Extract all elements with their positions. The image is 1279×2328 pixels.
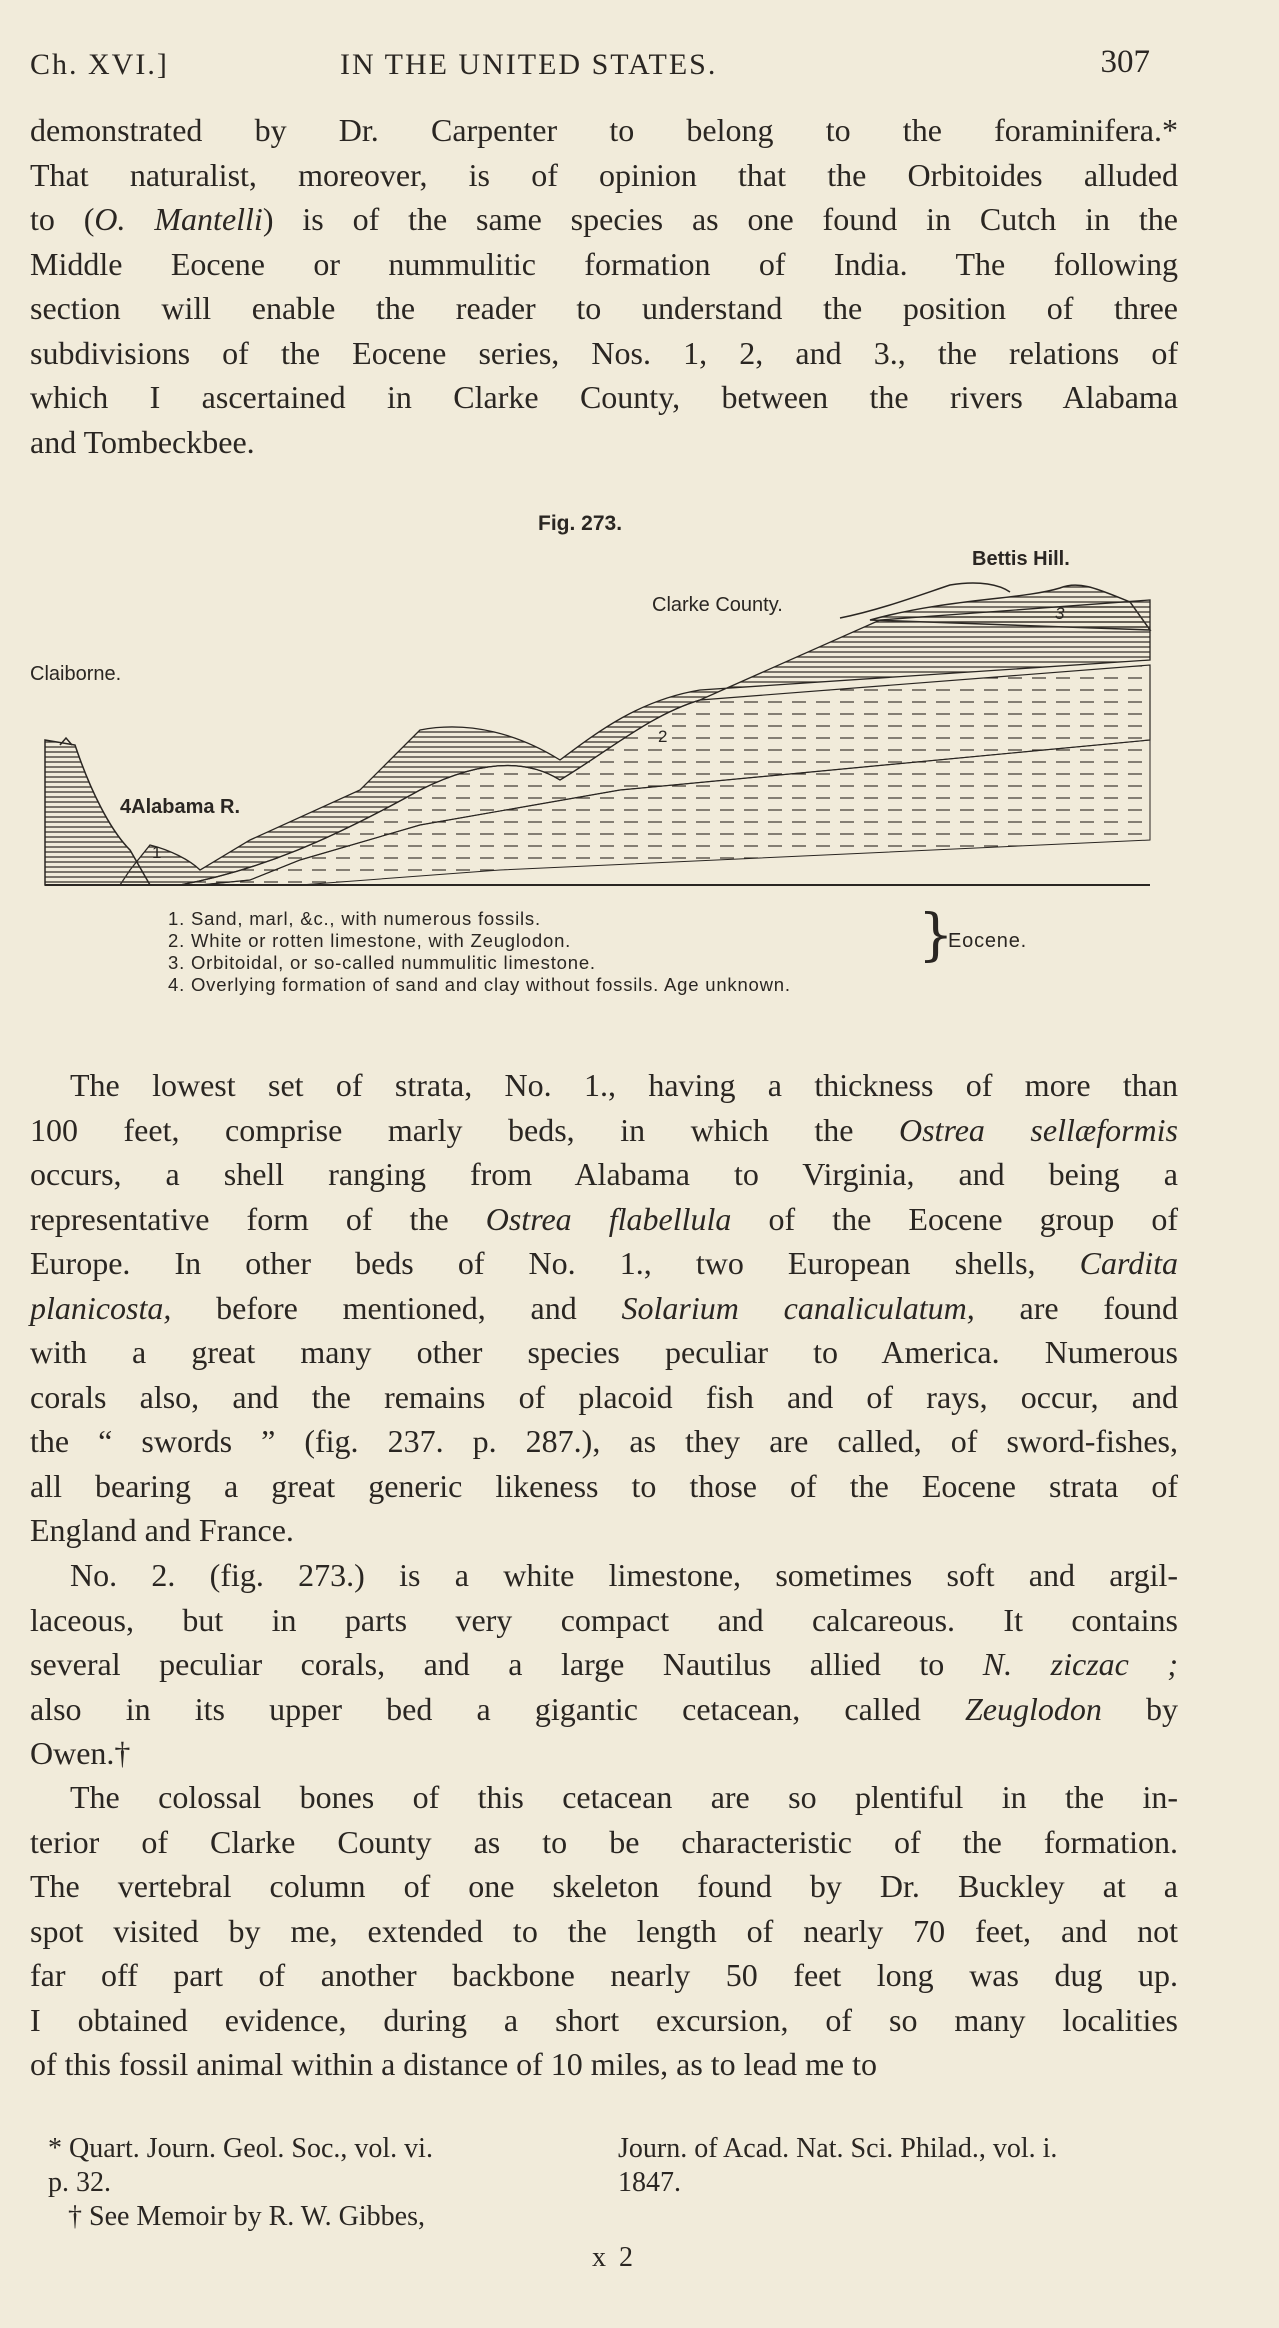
text-line: Europe. In other beds of No. 1., two European shells, Cardita [30,1245,1178,1281]
figure-legend [168,903,1068,996]
layer-number-2: 2 [658,727,668,746]
paragraph-no2-limestone [30,1553,1178,1776]
text-line: also in its upper bed a gigantic cetacean, called Zeuglodon by [30,1690,1179,1727]
text-line: of this fossil animal within a distance of 10 miles, as to lead me to [30,2046,877,2082]
italic-term: Ostrea sellæformis [898,1111,1179,1148]
text-line: the “ swords ” (fig. 237. p. 287.), as they are called, of sword-fishes, [30,1423,1178,1459]
legend-group-eocene: Eocene. [948,930,1027,952]
text-line: The lowest set of strata, No. 1., having a thickness of more than [70,1067,1178,1103]
text-line: and Tombeckbee. [30,423,255,460]
footnote-1a-cont: p. 32. [48,2167,111,2198]
text-line: The vertebral column of one skeleton found by Dr. Buckley at a [30,1868,1178,1904]
legend-item-4: 4. Overlying formation of sand and clay without fossils. Age unknown. [168,974,791,995]
text-line: 100 feet, comprise marly beds, in which the Ostrea sellæformis [30,1111,1179,1148]
italic-term: N. ziczac ; [982,1646,1179,1682]
legend-item-2: 2. White or rotten limestone, with Zeuglodon. [168,930,572,951]
geological-section-diagram [0,540,1279,900]
label-alabama-river: 4Alabama R. [120,796,241,818]
text-line: I obtained evidence, during a short excursion, of so many localities [30,2001,1178,2038]
footnote-2: † See Memoir by R. W. Gibbes, [68,2201,425,2232]
text-line: section will enable the reader to understand the position of three [30,290,1178,326]
text-line: terior of Clarke County as to be characteristic of the formation. [30,1823,1178,1860]
text-line: representative form of the Ostrea flabellula of the Eocene group of [30,1200,1179,1237]
footnotes [48,2132,1178,2234]
paragraph-colossal-bones [30,1775,1178,2087]
footnote-1b: Journ. of Acad. Nat. Sci. Philad., vol. i. [618,2133,1058,2164]
italic-term: Zeuglodon [964,1690,1102,1727]
text-line: demonstrated by Dr. Carpenter to belong to the foraminifera.* [30,112,1178,148]
italic-term: planicosta, [30,1289,172,1326]
text-line: spot visited by me, extended to the length of nearly 70 feet, and not [30,1912,1178,1949]
text-line: Owen.† [30,1735,131,1771]
italic-term: Cardita [1079,1245,1178,1281]
text-line: corals also, and the remains of placoid fish and of rays, occur, and [30,1378,1178,1415]
text-line: all bearing a great generic likeness to those of the Eocene strata of [30,1467,1178,1504]
label-claiborne: Claiborne. [30,663,122,685]
text-line: far off part of another backbone nearly 50 feet long was dug up. [30,1957,1178,1993]
text-line: The colossal bones of this cetacean are so plentiful in the in- [70,1779,1178,1815]
layer-number-1: 1 [152,843,162,862]
text-line: laceous, but in parts very compact and calcareous. It contains [30,1601,1178,1638]
text-line: No. 2. (fig. 273.) is a white limestone, sometimes soft and argil- [70,1557,1178,1593]
label-clarke-county: Clarke County. [652,594,783,616]
text-line: That naturalist, moreover, is of opinion that the Orbitoides alluded [30,156,1178,193]
paragraph-intro [30,108,1178,464]
footnote-1b-cont: 1847. [618,2167,681,2198]
footnote-1a: * Quart. Journ. Geol. Soc., vol. vi. [48,2133,433,2164]
text-line: to (O. Mantelli) is of the same species as one found in Cutch in the [30,201,1179,237]
italic-term: Solarium canaliculatum, [621,1289,975,1326]
label-bettis-hill: Bettis Hill. [972,548,1070,570]
text-line: which I ascertained in Clarke County, between the rivers Alabama [30,379,1178,415]
legend-item-1: 1. Sand, marl, &c., with numerous fossils. [168,908,541,929]
legend-item-3: 3. Orbitoidal, or so-called nummulitic limestone. [168,952,596,973]
running-title: IN THE UNITED STATES. [340,48,718,81]
figure-label: Fig. 273. [538,512,623,535]
paragraph-lowest-strata [30,1063,1178,1553]
text-line: England and France. [30,1512,294,1548]
italic-term: Ostrea flabellula [485,1200,732,1237]
layer-number-3: 3 [1055,604,1065,623]
text-line: subdivisions of the Eocene series, Nos. 1, 2, and 3., the relations of [30,334,1178,371]
page-number: 307 [1100,44,1150,80]
signature-mark: x 2 [592,2242,636,2273]
text-line: Middle Eocene or nummulitic formation of India. The following [30,245,1178,282]
text-line: occurs, a shell ranging from Alabama to Virginia, and being a [30,1156,1178,1192]
text-line: planicosta, before mentioned, and Solarium canaliculatum, are found [30,1289,1179,1326]
chapter-label: Ch. XVI.] [30,48,169,81]
running-head [30,44,1150,84]
brace-glyph: } [918,903,955,968]
italic-term: O. Mantelli [94,201,263,237]
text-line: with a great many other species peculiar to America. Numerous [30,1334,1178,1370]
text-line: several peculiar corals, and a large Nautilus allied to N. ziczac ; [30,1646,1179,1682]
